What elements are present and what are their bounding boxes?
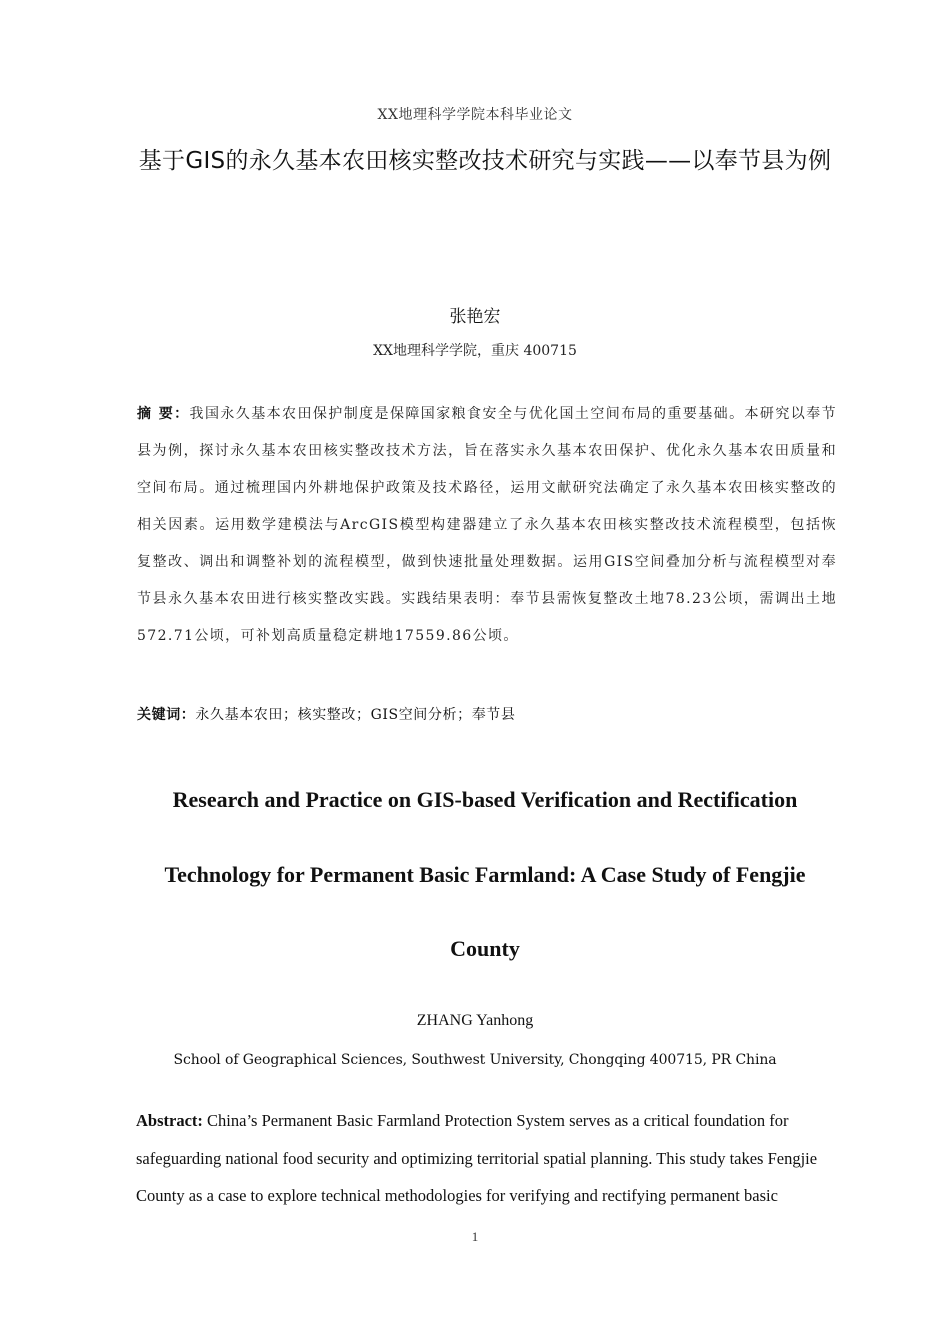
chinese-title: 基于GIS的永久基本农田核实整改技术研究与实践——以奉节县为例 xyxy=(138,148,832,174)
chinese-affiliation: XX地理科学学院，重庆 400715 xyxy=(373,343,577,359)
english-abstract-text: China’s Permanent Basic Farmland Protection System serves as a critical foundation for safeguarding national food security and optimizing territorial spatial planning. This study takes Fengjie County as a case to explore technical methodologies for verifying and rectifying permanent basic xyxy=(136,1111,818,1205)
chinese-keywords xyxy=(137,704,516,724)
chinese-abstract-text: 我国永久基本农田保护制度是保障国家粮食安全与优化国土空间布局的重要基础。本研究以奉节县为例，探讨永久基本农田核实整改技术方法，旨在落实永久基本农田保护、优化永久基本农田质量和空间布局。通过梳理国内外耕地保护政策及技术路径，运用文献研究法确定了永久基本农田核实整改的相关因素。运用数学建模法与ArcGIS模型构建器建立了永久基本农田核实整改技术流程模型，包括恢复整改、调出和调整补划的流程模型，做到快速批量处理数据。运用GIS空间叠加分析与流程模型对奉节县永久基本农田进行核实整改实践。实践结果表明：奉节县需恢复整改土地78.23公顷，需调出土地572.71公顷，可补划高质量稳定耕地17559.86公顷。 xyxy=(137,406,837,644)
english-author: ZHANG Yanhong xyxy=(416,1012,534,1029)
chinese-keywords-text: 永久基本农田；核实整改；GIS空间分析；奉节县 xyxy=(195,707,516,723)
institution-header: XX地理科学学院本科毕业论文 xyxy=(377,107,573,123)
english-title: Research and Practice on GIS-based Verification and Rectification Technology for Permanent Basic Farmland: A Case Study of Fengjie County xyxy=(164,787,806,961)
page-number: 1 xyxy=(471,1229,479,1244)
english-abstract xyxy=(136,1102,836,1215)
chinese-keywords-label: 关键词： xyxy=(137,707,196,723)
english-affiliation: School of Geographical Sciences, Southwest University, Chongqing 400715, PR China xyxy=(173,1052,777,1068)
english-abstract-label: Abstract: xyxy=(136,1111,203,1130)
chinese-abstract xyxy=(137,396,837,655)
chinese-abstract-label: 摘 要： xyxy=(137,406,190,422)
chinese-author: 张艳宏 xyxy=(449,307,501,327)
